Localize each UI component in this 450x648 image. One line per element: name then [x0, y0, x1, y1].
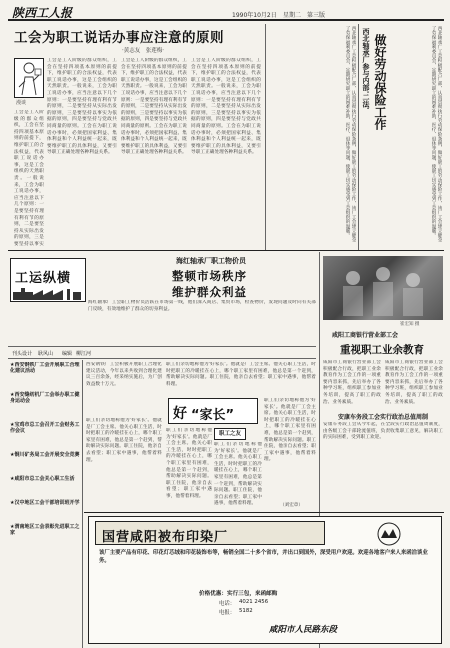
- middle-kicker: 海红轴承厂职工物价员: [176, 257, 246, 265]
- lead-body-col1: 工会是工人阶级的群众组织，工会在坚持四项基本原则的前提下，维护职工的合法权益，代表职工说话办事，这是工会组织的天然职责。一般说来，工会为职工说话办事，应当注意以下几个原则：一是要坚持有理有利有节的原则，二是要坚持从实际出发的原则，三是要坚持以事实为依据的原则，四是要坚持与党政共同商量的原则。工会在为职工说话办事时，必须把国家利益、集体利益和个人利益统一起来，既要维护职工的具体利益，又要引导职工正确处理各种利益关系。: [47, 58, 117, 156]
- ad-fax-label: 电报：: [219, 610, 236, 616]
- cartoon-caption: 漫谈: [16, 100, 27, 106]
- credit-editor-label: 编辑: [62, 351, 73, 357]
- lead-byline: ·黄志友 张莲梅·: [122, 48, 164, 54]
- story-title: “家长”: [191, 408, 235, 423]
- news-item: ★渭南地区工会表彰先进职工之家: [10, 524, 80, 536]
- credit-design-name: 耿风山: [38, 351, 54, 357]
- right-subhead: 西北轴承厂参与内部'二法': [362, 28, 370, 110]
- column-logo-text: 工运纵横: [15, 271, 72, 286]
- credit-design-label: 刊头设计: [12, 351, 33, 357]
- divider-credits: [8, 346, 316, 347]
- news-item: ★西安缝纫机厂工会举办职工健身运动会: [10, 392, 80, 404]
- ad-signature: 咸阳市人民路东段: [269, 625, 338, 635]
- news-item: ★宝鸡市总工会召开工会财务工作会议: [10, 422, 80, 434]
- news-item: ★铜川矿务局工会开展安全竞赛: [10, 452, 80, 458]
- photo: [323, 256, 443, 320]
- ad-banner: [95, 521, 325, 545]
- divider-section-1: [8, 250, 444, 251]
- story-body-col2: 职工们亲切地称他为'好家长'。他就是厂工会主席。他关心职工生活，时时把职工的冷暖挂在心上，哪个职工家里有困难，他总是第一个赶到，帮助解决实际问题。职工住院，他亲自去看望；职工家中遇事，他帮着料理。: [214, 442, 262, 507]
- divider-left-col: [82, 360, 83, 648]
- people-photo-icon: [323, 256, 443, 320]
- ad-tel: 4021 2456: [239, 599, 269, 605]
- lead-body-col4: 工会是工人阶级的群众组织，工会在坚持四项基本原则的前提下，维护职工的合法权益，代表职工说话办事，这是工会组织的天然职责。一般说来，工会为职工说话办事，应当注意以下几个原则：一是要坚持有理有利有节的原则，二是要坚持从实际出发的原则，三是要坚持以事实: [14, 110, 44, 246]
- factory-skyline-icon: [13, 286, 83, 300]
- photo-credit: 崔宏知 摄: [400, 322, 420, 327]
- ad-prices: 价格优惠：实行三包，来函邮购: [199, 591, 278, 597]
- story-body-left: 职工们亲切地称他为'好家长'。他就是厂工会主席。他关心职工生活，时时把职工的冷暖挂在心上，哪个职工家里有困难，他总是第一个赶到，帮助解决实际问题。职工住院，他亲自去看望；职工家中遇事，他帮着料理。: [86, 418, 162, 463]
- lead-body-col2: 工会是工人阶级的群众组织，工会在坚持四项基本原则的前提下，维护职工的合法权益，代表职工说话办事，这是工会组织的天然职责。一般说来，工会为职工说话办事，应当注意以下几个原则：一是要坚持有理有利有节的原则，二是要坚持从实际出发的原则，三是要坚持以事实为依据的原则，四是要坚持与党政共同商量的原则。工会在为职工说话办事时，必须把国家利益、集体利益和个人利益统一起来，既要维护职工的具体利益，又要引导职工正确处理各种利益关系。: [121, 58, 187, 156]
- story-body-top: 西安钢铁厂工会积极开展职工合理化建议活动，今年以来共收到合理化建议三百余条，经采纳实施后，为厂创效益数十万元。: [86, 362, 162, 387]
- xianyang-body-col1: 咸阳市工商银行营业部工会积极配合行政，把职工业余教育作为工会工作的一项重要内容来抓，先后举办了各种学习班，组织职工参加业务培训，提高了职工的政治、业务素质。: [323, 360, 381, 405]
- masthead-title: 陕西工人报: [12, 6, 73, 20]
- cartoon-figure-icon: [15, 59, 43, 97]
- credit-editor-name: 柳江河: [76, 351, 92, 357]
- masthead-date: 1990年10月2日: [232, 12, 277, 19]
- column-logo: [10, 258, 86, 302]
- xianyang-headline: 重视职工业余教育: [340, 344, 424, 356]
- middle-body: 海红轴承厂工会职工物价员活跃在市场第一线，他们深入商店、集贸市场，检查物价，发现问题及时向有关部门反映，有效地维护了群众的切身利益。: [88, 300, 316, 312]
- divider-credits-2: [8, 358, 316, 359]
- divider-right: [358, 24, 359, 250]
- ankang-body: 安康车务段工会从今年起，在全段实行政治总值周制度，由各级工会干部轮流值班，负责收集职工意见，解决职工的实际困难，受到职工欢迎。: [323, 422, 443, 441]
- middle-headline-2: 维护群众利益: [172, 285, 247, 299]
- news-item: ★汉中地区工会干部培训班开学: [10, 500, 80, 506]
- story-badge: 职工之友: [214, 428, 246, 440]
- story-title-box: [168, 398, 258, 424]
- divider-vertical: [265, 24, 266, 250]
- masthead-weekday: 星期二: [283, 12, 302, 19]
- story-body-col3: 职工们亲切地称他为'好家长'。他就是厂工会主席。他关心职工生活，时时把职工的冷暖挂在心上，哪个职工家里有困难，他总是第一个赶到，帮助解决实际问题。职工住院，他亲自去看望；职工家中遇事，他帮着料理。: [264, 398, 316, 463]
- ad-block: [88, 516, 442, 644]
- divider-ad: [84, 512, 444, 513]
- xianyang-body-col2: 咸阳市工商银行营业部工会积极配合行政，把职工业余教育作为工会工作的一项重要内容来抓，先后举办了各种学习班，组织职工参加业务培训，提高了职工的政治、业务素质。: [385, 360, 443, 405]
- photo-caption: 咸阳工商银行营业部工会: [332, 332, 399, 339]
- ankang-headline: 安康车务段工会实行政治总值周制: [337, 414, 428, 421]
- lead-vertical-column: 西北轴承厂工会积极配合厂部，认真贯彻执行劳动保险条例，做好职工的劳动保险工作，该厂工会建立健全了劳保福利委员会，定期研究职工的困难补助、医疗、退休等问题，使职工切实感受到工会组织的温暖。: [345, 26, 356, 243]
- news-list: [10, 362, 80, 646]
- masthead-page: 第三版: [307, 12, 326, 19]
- right-headline: 做好劳动保险工作: [373, 34, 387, 130]
- ad-tel-label: 电话：: [219, 601, 236, 607]
- ad-fax: 5182: [239, 608, 253, 614]
- lead-body-col3: 工会是工人阶级的群众组织，工会在坚持四项基本原则的前提下，维护职工的合法权益，代表职工说话办事，这是工会组织的天然职责。一般说来，工会为职工说话办事，应当注意以下几个原则：一是要坚持有理有利有节的原则，二是要坚持从实际出发的原则，三是要坚持以事实为依据的原则，四是要坚持与党政共同商量的原则。工会在为职工说话办事时，必须把国家利益、集体利益和个人利益统一起来，既要维护职工的具体利益，又要引导职工正确处理各种利益关系。: [191, 58, 261, 156]
- story-body-top-2: 职工们亲切地称他为'好家长'。他就是厂工会主席。他关心职工生活，时时把职工的冷暖挂在心上，哪个职工家里有困难，他总是第一个赶到，帮助解决实际问题。职工住院，他亲自去看望；职工家中遇事，他帮着料理。: [166, 362, 316, 387]
- news-item: ★西安钢铁厂工会开展职工合理化建议活动: [10, 362, 80, 374]
- story-title-prefix: 好: [173, 406, 187, 422]
- story-author: （刘宏章）: [280, 503, 303, 508]
- ad-text: 该厂主要产品有印花、印花灯芯绒和印花装饰布等，畅销全国二十多个省市，并出口到国外，深受用户欢迎。欢迎各地客户来人来函洽谈业务。: [99, 550, 428, 564]
- news-item: ★咸阳市总工会关心职工生活: [10, 476, 75, 482]
- masthead-rule: [8, 19, 444, 21]
- lead-cartoon: [14, 58, 44, 98]
- middle-headline-1: 整顿市场秩序: [172, 269, 247, 283]
- story-body-col1: 职工们亲切地称他为'好家长'。他就是厂工会主席。他关心职工生活，时时把职工的冷暖挂在心上，哪个职工家里有困难，他总是第一个赶到，帮助解决实际问题。职工住院，他亲自去看望；职工家中遇事，他帮着料理。: [166, 428, 212, 499]
- factory-logo-icon: [349, 521, 429, 547]
- right-body: 西北轴承厂工会积极配合厂部，认真贯彻执行劳动保险条例，做好职工的劳动保险工作，该厂工会建立健全了劳保福利委员会，定期研究职工的困难补助、医疗、退休等问题，使职工切实感受到工会组织的温暖。: [431, 26, 442, 243]
- ad-banner-text: 国营咸阳被布印染厂: [102, 530, 229, 545]
- lead-headline: 工会为职工说话办事应注意的原则: [14, 30, 224, 46]
